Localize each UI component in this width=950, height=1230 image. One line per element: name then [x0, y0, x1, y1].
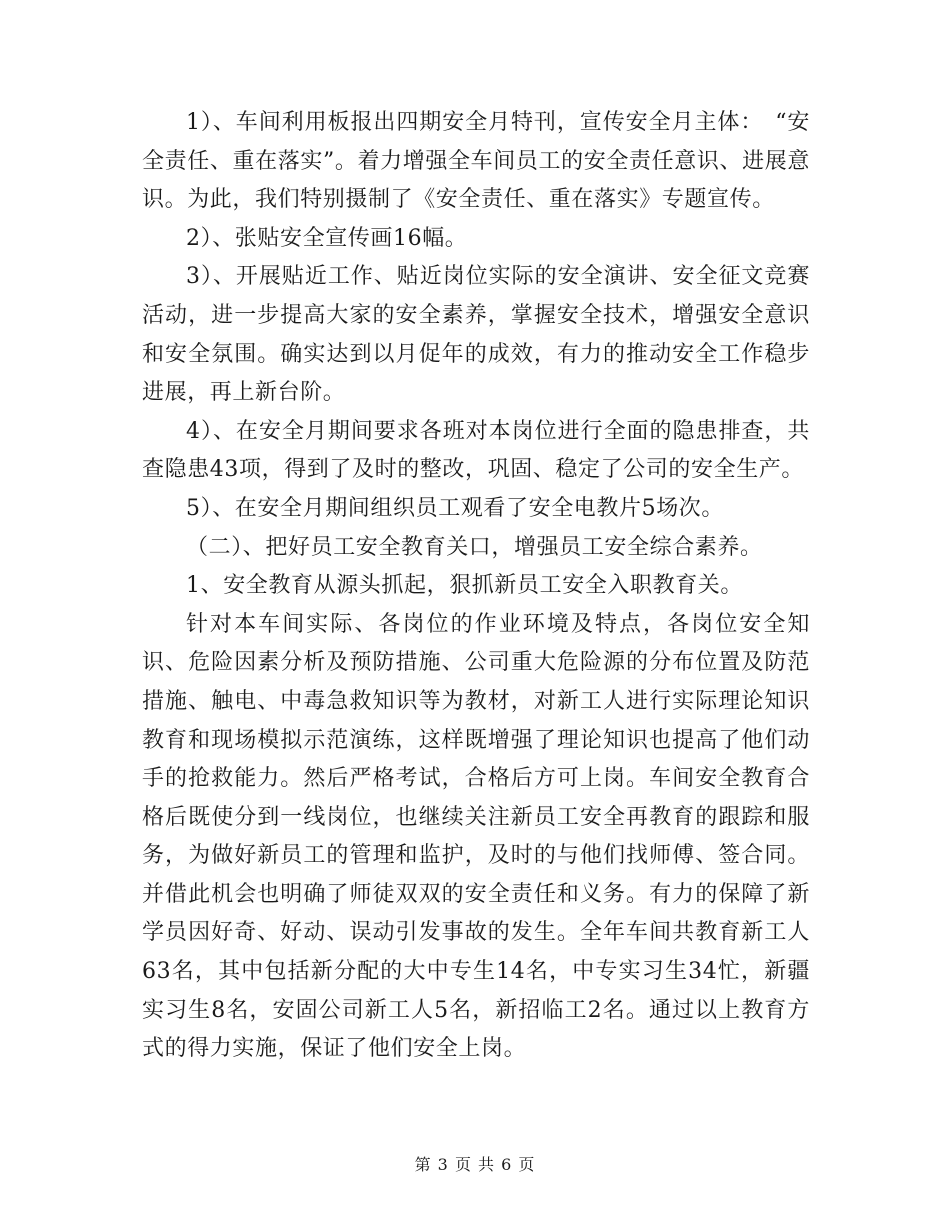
paragraph-2: 2）、张贴安全宣传画16幅。 [186, 225, 468, 251]
body-text [142, 104, 810, 1069]
paragraph-3: 3）、开展贴近工作、贴近岗位实际的安全演讲、安全征文竞赛活动，进一步提高大家的安全素养，掌握安全技术，增强安全意识和安全氛围。确实达到以月促年的成效，有力的推动安全工作稳步进展，再上新台阶。 [142, 264, 810, 406]
page-footer: 第 3 页 共 6 页 [414, 1155, 536, 1174]
section-heading: （二）、把好员工安全教育关口，增强员工安全综合素养。 [186, 534, 763, 560]
paragraph-body: 针对本车间实际、各岗位的作业环境及特点，各岗位安全知识、危险因素分析及预防措施、公司重大危险源的分布位置及防范措施、触电、中毒急救知识等为教材，对新工人进行实际理论知识教育和现场模拟示范演练，这样既增强了理论知识也提高了他们动手的抢救能力。然后严格考试，合格后方可上岗。车间安全教育合格后既使分到一线岗位，也继续关注新员工安全再教育的跟踪和服务，为做好新员工的管理和监护，及时的与他们找师傅、签合同。并借此机会也明确了师徒双双的安全责任和义务。有力的保障了新学员因好奇、好动、误动引发事故的发生。全年车间共教育新工人63名，其中包括新分配的大中专生14名，中专实习生34忙，新疆实习生8名，安固公司新工人5名，新招临工2名。通过以上教育方式的得力实施，保证了他们安全上岗。 [142, 611, 810, 1062]
paragraph-5: 5）、在安全月期间组织员工观看了安全电教片5场次。 [186, 495, 724, 521]
paragraph-1: 1）、车间利用板报出四期安全月特刊，宣传安全月主体： “安全责任、重在落实”。着力增强全车间员工的安全责任意识、进展意识。为此，我们特别摄制了《安全责任、重在落实》专题宣传。 [142, 110, 810, 213]
paragraph-4: 4）、在安全月期间要求各班对本岗位进行全面的隐患排查，共查隐患43项，得到了及时的整改，巩固、稳定了公司的安全生产。 [142, 418, 810, 483]
subsection-heading: 1、安全教育从源头抓起，狠抓新员工安全入职教育关。 [186, 573, 743, 599]
